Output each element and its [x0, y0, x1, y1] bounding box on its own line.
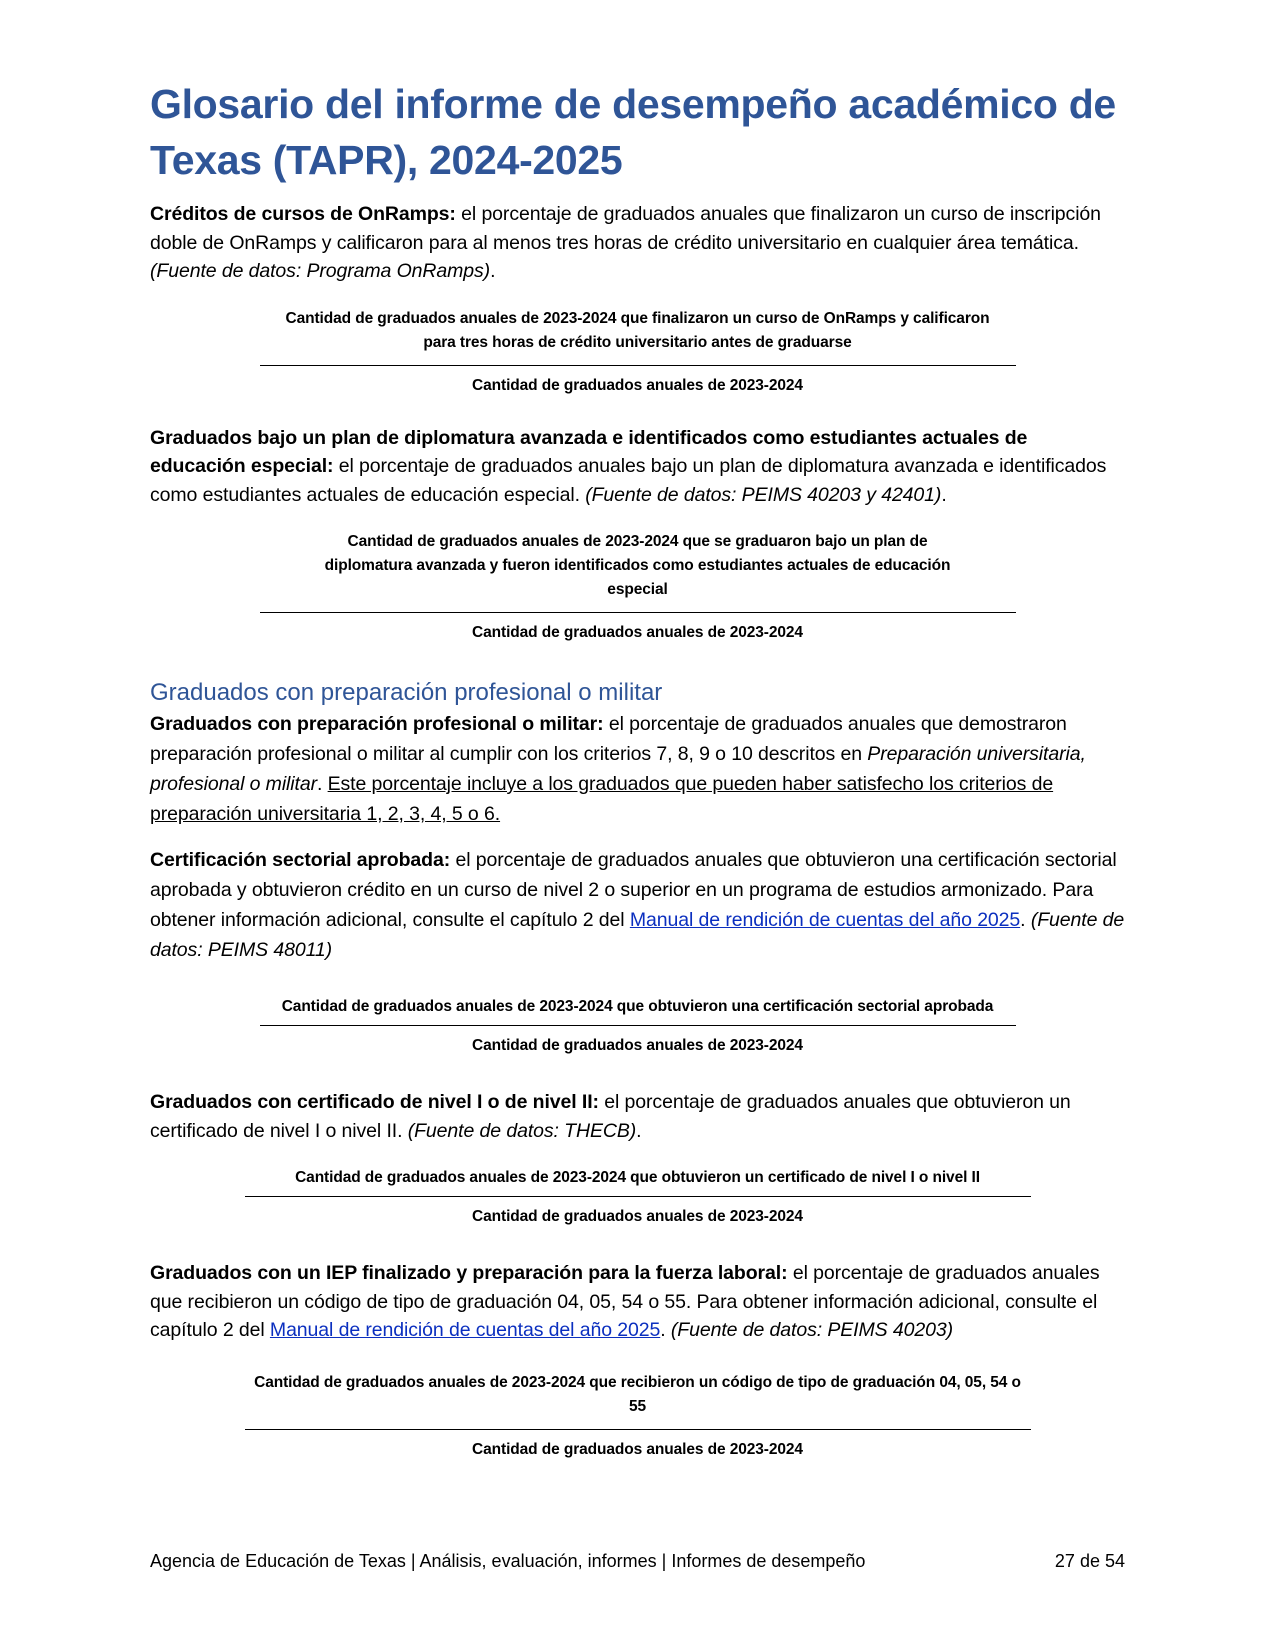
formula-fraction: [245, 1371, 1031, 1462]
formula-numerator: Cantidad de graduados anuales de 2023-2024 que recibieron un código de tipo de graduación 04, 05, 54 o 55: [254, 1373, 1021, 1415]
accountability-manual-link[interactable]: Manual de rendición de cuentas del año 2025: [269, 1319, 661, 1341]
formula-numerator: Cantidad de graduados anuales de 2023-2024 que obtuvieron un certificado de nivel I o nivel II: [295, 1169, 980, 1186]
formula-denominator: Cantidad de graduados anuales de 2023-2024: [472, 624, 803, 641]
formula-numerator: Cantidad de graduados anuales de 2023-2024 que se graduaron bajo un plan de diplomatura avanzada y fueron identificados como estudiantes actuales de educación especial: [324, 533, 951, 598]
underlined-note: Este porcentaje incluye a los graduados que pueden haber satisfecho los criterios de preparación universitaria 1, 2, 3, 4, 5 o 6.: [150, 773, 1054, 825]
fraction-bar: [245, 1196, 1031, 1197]
punctuation: .: [636, 1119, 642, 1142]
glossary-entry-career-military: [150, 709, 1125, 829]
formula-denominator: Cantidad de graduados anuales de 2023-2024: [472, 376, 803, 394]
data-source: (Fuente de datos: PEIMS 40203): [670, 1319, 953, 1341]
page-number: 27 de 54: [1054, 1551, 1125, 1571]
footer-agency-text: Agencia de Educación de Texas | Análisis, evaluación, informes | Informes de desempeño: [150, 1551, 866, 1571]
punctuation: .: [316, 773, 328, 795]
glossary-entry-onramps: [150, 200, 1125, 286]
formula-fraction: [245, 1166, 1031, 1229]
definition: el porcentaje de graduados anuales bajo un plan de diplomatura avanzada e identificados como estudiantes actuales de educación especial.: [150, 455, 1107, 506]
formula-denominator: Cantidad de graduados anuales de 2023-2024: [472, 1037, 803, 1054]
term: Graduados bajo un plan de diplomatura avanzada e identificados como estudiantes actuales de educación especial:: [150, 426, 1028, 477]
term: Certificación sectorial aprobada:: [150, 849, 451, 871]
punctuation: .: [660, 1319, 671, 1341]
section-heading: Graduados con preparación profesional o militar: [150, 679, 663, 706]
term: Graduados con certificado de nivel I o de nivel II:: [150, 1091, 599, 1113]
definition: el porcentaje de graduados anuales que finalizaron un curso de inscripción doble de OnRamps y calificaron para al menos tres horas de crédito universitario en cualquier área temática.: [150, 203, 1101, 254]
definition: el porcentaje de graduados anuales que obtuvieron una certificación sectorial aprobada y obtuvieron crédito en un curso de nivel 2 o superior en un programa de estudios armonizado. Para obtener información adicional, consulte el capítulo 2 del: [150, 849, 1117, 931]
data-source: (Fuente de datos: PEIMS 48011): [150, 909, 1125, 961]
glossary-entry-industry-certification: [150, 845, 1125, 965]
fraction-bar: [245, 1429, 1031, 1430]
punctuation: .: [490, 260, 496, 282]
page-footer: [150, 1548, 1125, 1574]
term: Graduados con preparación profesional o militar:: [150, 713, 604, 735]
term: Créditos de cursos de OnRamps:: [150, 203, 456, 225]
formula-denominator: Cantidad de graduados anuales de 2023-2024: [472, 1440, 803, 1458]
formula-numerator: Cantidad de graduados anuales de 2023-2024 que finalizaron un curso de OnRamps y calificaron para tres horas de crédito universitario antes de graduarse: [285, 309, 990, 351]
glossary-entry-iep-workforce: [150, 1259, 1125, 1345]
formula-numerator: Cantidad de graduados anuales de 2023-2024 que obtuvieron una certificación sectorial aprobada: [281, 998, 994, 1015]
glossary-entry-sped-advanced: [150, 424, 1125, 510]
formula-fraction: [260, 995, 1016, 1058]
formula-denominator: Cantidad de graduados anuales de 2023-2024: [472, 1208, 803, 1225]
accountability-manual-link[interactable]: Manual de rendición de cuentas del año 2025: [629, 909, 1021, 931]
formula-fraction: [260, 307, 1016, 398]
punctuation: .: [941, 483, 947, 506]
definition: el porcentaje de graduados anuales que demostraron preparación profesional o militar al cumplir con los criterios 7, 8, 9 o 10 descritos en: [150, 713, 1067, 765]
data-source: (Fuente de datos: PEIMS 40203 y 42401): [585, 483, 942, 506]
document-page: [150, 76, 1125, 1462]
data-source: (Fuente de datos: Programa OnRamps): [150, 260, 491, 282]
fraction-bar: [260, 1025, 1016, 1026]
definition: el porcentaje de graduados anuales que obtuvieron un certificado de nivel I o nivel II.: [150, 1091, 1071, 1142]
definition: el porcentaje de graduados anuales que recibieron un código de tipo de graduación 04, 05, 54 o 55. Para obtener información adicional, consulte el capítulo 2 del: [150, 1262, 1100, 1341]
glossary-entry-level-certificate: [150, 1088, 1125, 1145]
data-source: (Fuente de datos: THECB): [407, 1119, 637, 1142]
fraction-bar: [260, 612, 1016, 613]
punctuation: .: [1020, 909, 1031, 931]
reference-title: Preparación universitaria, profesional o militar: [150, 743, 1086, 795]
formula-fraction: [260, 530, 1016, 645]
page-title: Glosario del informe de desempeño académico de Texas (TAPR), 2024-2025: [150, 81, 1116, 183]
term: Graduados con un IEP finalizado y preparación para la fuerza laboral:: [150, 1262, 788, 1284]
fraction-bar: [260, 365, 1016, 366]
